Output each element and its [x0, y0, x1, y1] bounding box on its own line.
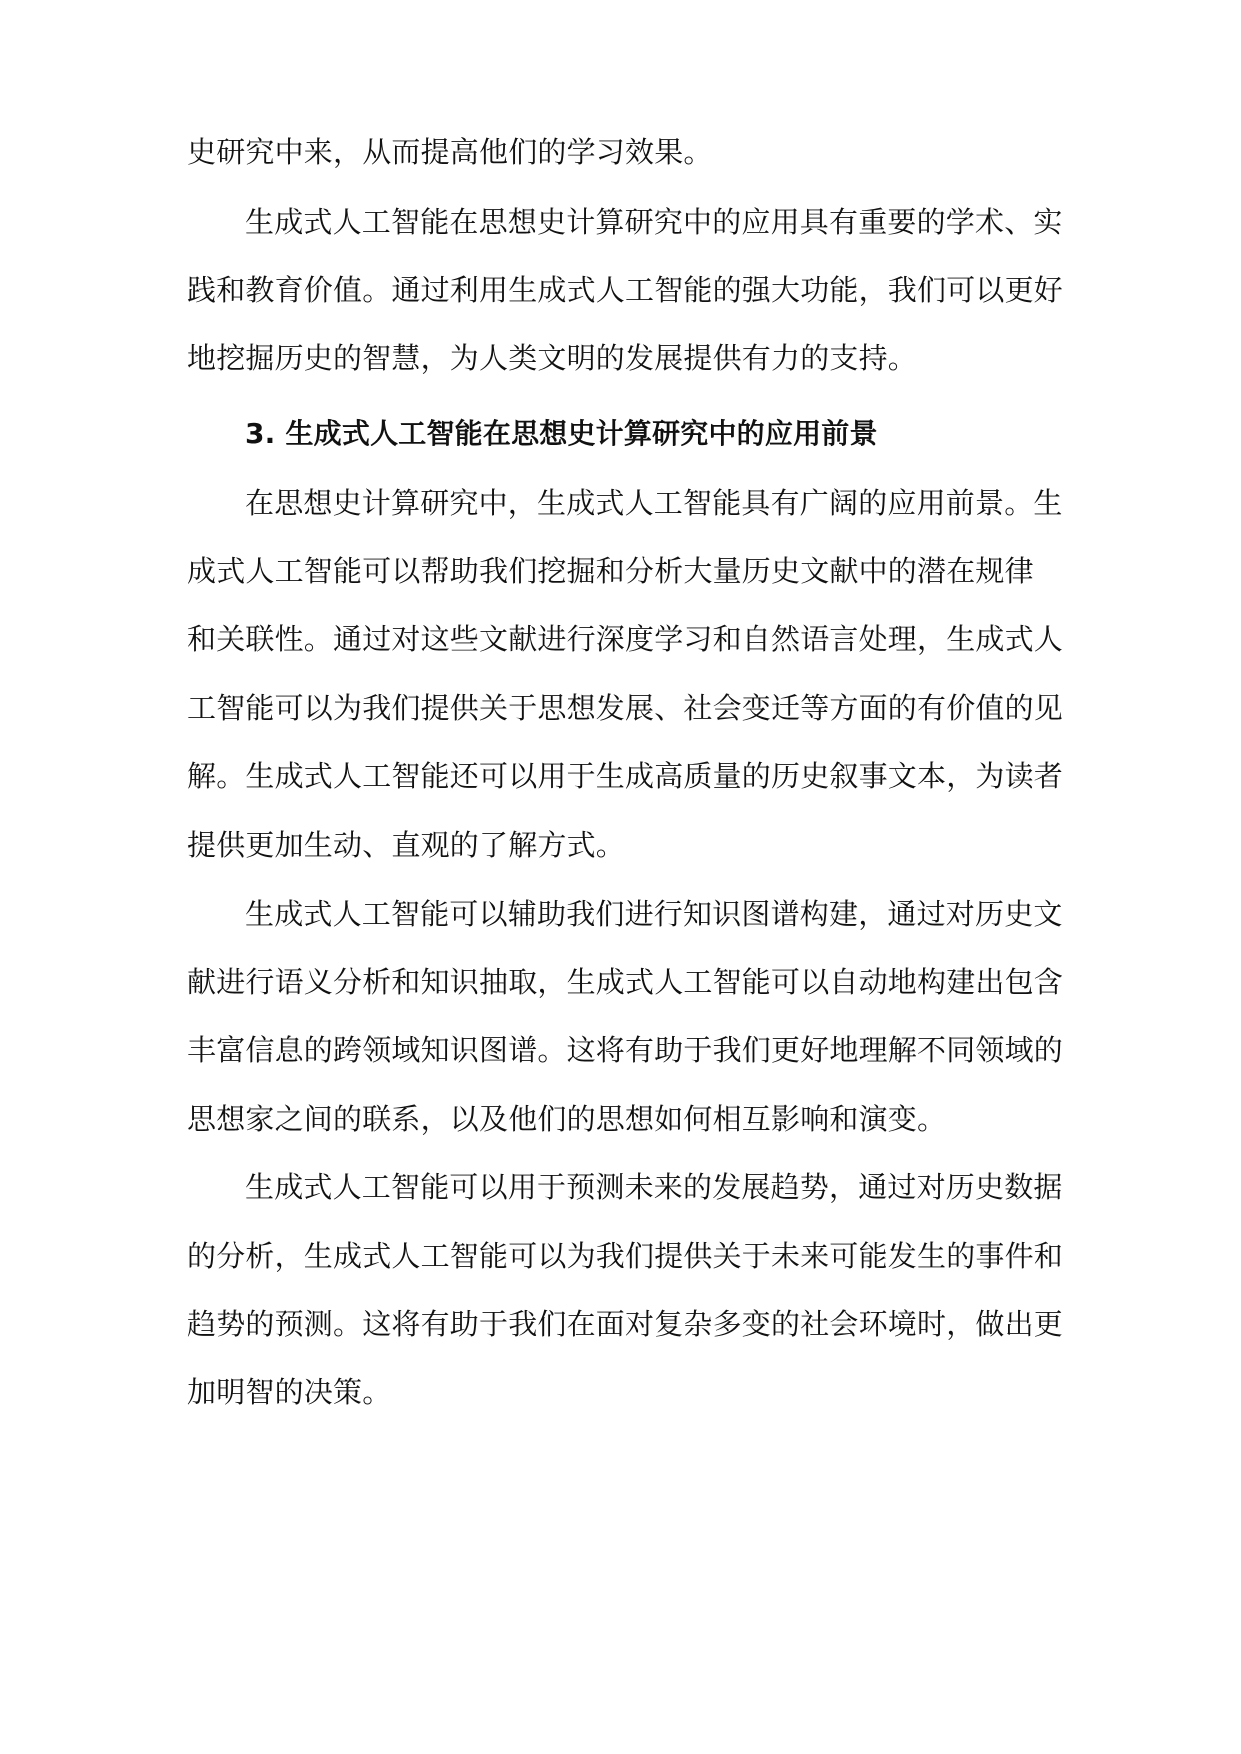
paragraph-5-line-3: 趋势的预测。这将有助于我们在面对复杂多变的社会环境时，做出更	[187, 1307, 1064, 1341]
paragraph-3-line-4: 工智能可以为我们提供关于思想发展、社会变迁等方面的有价值的见	[187, 691, 1064, 725]
paragraph-3-line-5: 解。生成式人工智能还可以用于生成高质量的历史叙事文本，为读者	[187, 759, 1064, 793]
paragraph-2-line-1: 生成式人工智能在思想史计算研究中的应用具有重要的学术、实	[245, 205, 1063, 239]
paragraph-3-line-3: 和关联性。通过对这些文献进行深度学习和自然语言处理，生成式人	[187, 622, 1064, 656]
paragraph-5-line-4: 加明智的决策。	[187, 1375, 392, 1409]
paragraph-3-line-2: 成式人工智能可以帮助我们挖掘和分析大量历史文献中的潜在规律	[187, 554, 1034, 588]
paragraph-2-line-2: 践和教育价值。通过利用生成式人工智能的强大功能，我们可以更好	[187, 273, 1064, 307]
paragraph-4-line-1: 生成式人工智能可以辅助我们进行知识图谱构建，通过对历史文	[245, 897, 1063, 931]
paragraph-5-line-1: 生成式人工智能可以用于预测未来的发展趋势，通过对历史数据	[245, 1170, 1063, 1204]
paragraph-2-line-3: 地挖掘历史的智慧，为人类文明的发展提供有力的支持。	[187, 341, 918, 375]
paragraph-1-line-1: 史研究中来，从而提高他们的学习效果。	[187, 135, 713, 169]
section-heading: 3. 生成式人工智能在思想史计算研究中的应用前景	[245, 417, 878, 450]
paragraph-3-line-6: 提供更加生动、直观的了解方式。	[187, 828, 626, 862]
paragraph-4-line-4: 思想家之间的联系，以及他们的思想如何相互影响和演变。	[187, 1102, 947, 1136]
paragraph-3-line-1: 在思想史计算研究中，生成式人工智能具有广阔的应用前景。生	[245, 486, 1063, 520]
paragraph-4-line-2: 献进行语义分析和知识抽取，生成式人工智能可以自动地构建出包含	[187, 965, 1064, 999]
paragraph-5-line-2: 的分析，生成式人工智能可以为我们提供关于未来可能发生的事件和	[187, 1239, 1064, 1273]
paragraph-4-line-3: 丰富信息的跨领域知识图谱。这将有助于我们更好地理解不同领域的	[187, 1033, 1064, 1067]
